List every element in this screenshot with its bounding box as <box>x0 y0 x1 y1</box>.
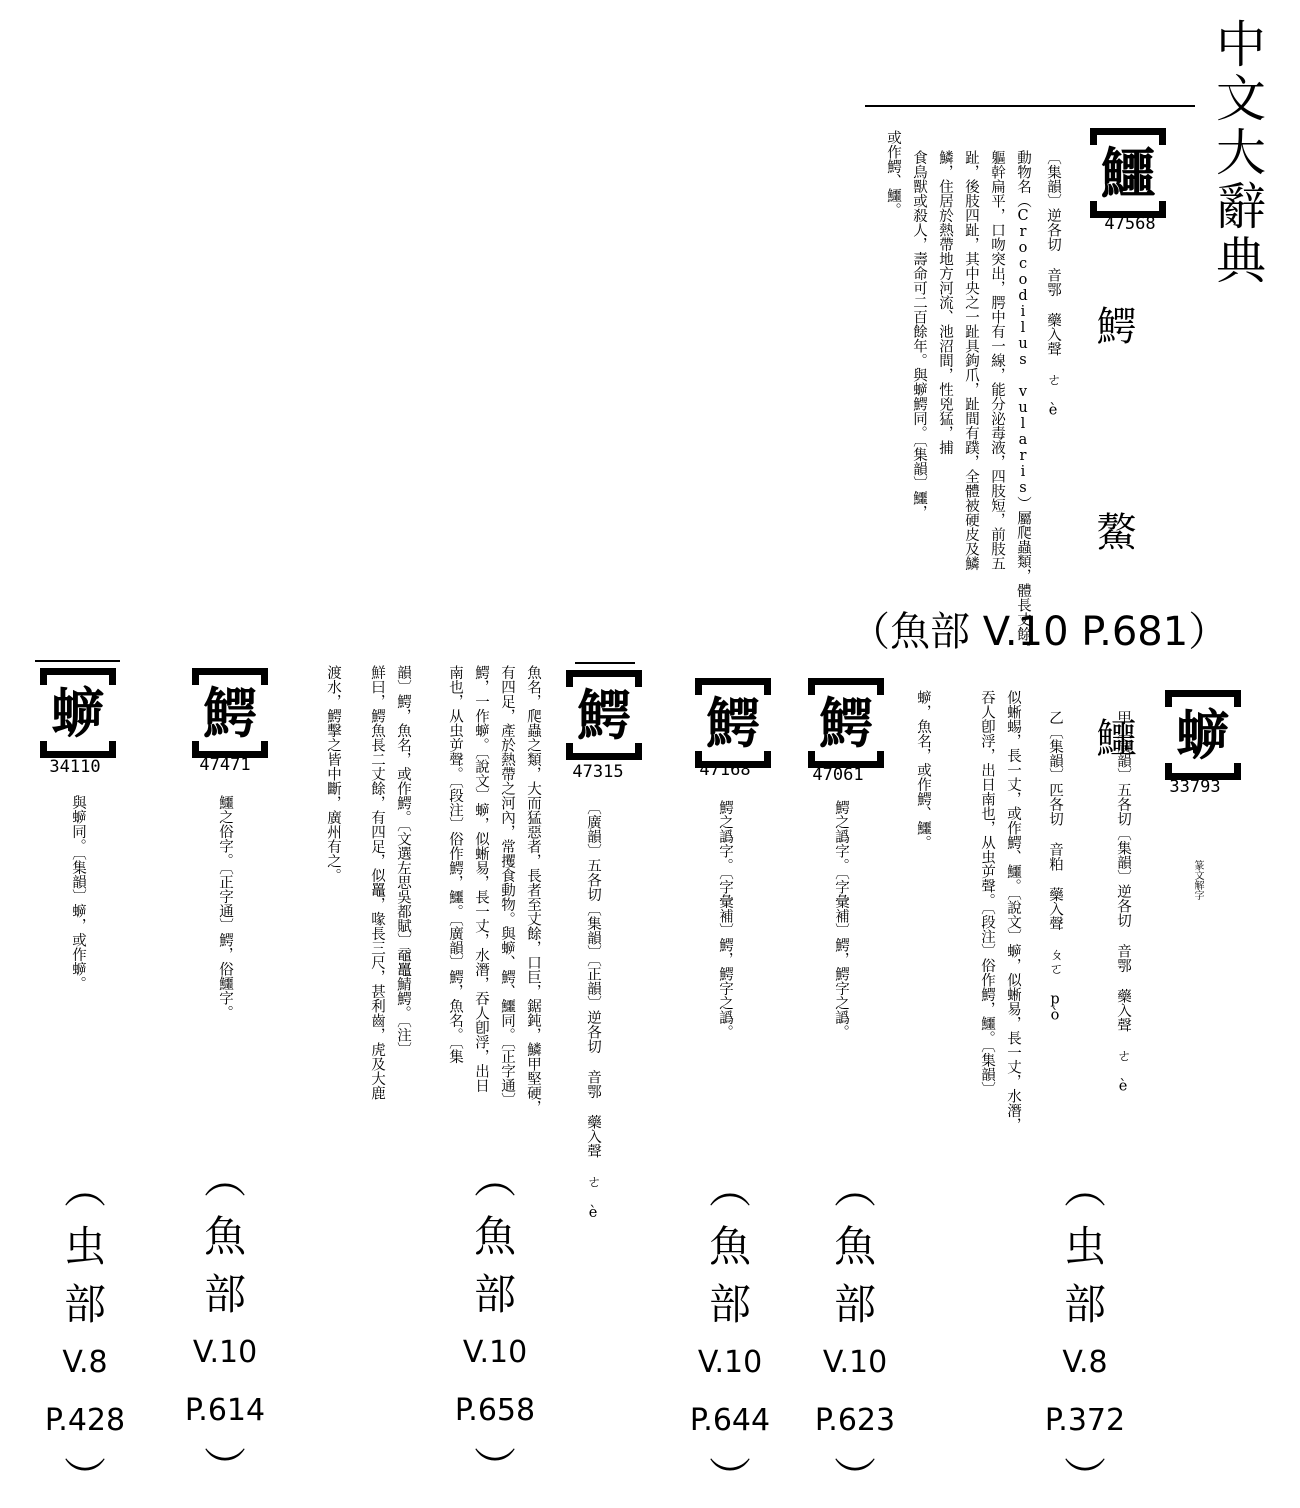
entry-number: 47168 <box>699 760 751 780</box>
entry-line: 鰐之譌字。〔字彙補〕鰐，鰐字之譌。 <box>833 800 849 1040</box>
note-radical: 魚 <box>203 1212 246 1261</box>
entry-line: 甲〔廣韻〕五各切〔集韻〕逆各切 音鄂 藥入聲 ㄜ è <box>1115 710 1131 1095</box>
note-part: 部 <box>63 1280 106 1329</box>
note-part: 部 <box>473 1270 516 1319</box>
entry-line: 動物名（Crocodilus vularis）屬爬蟲類，體長丈餘。 <box>1015 150 1031 656</box>
entry-number: 47061 <box>812 765 864 785</box>
note-paren-open: ︵ <box>63 1164 106 1213</box>
entry-line: 〔集韻〕逆各切 音鄂 藥入聲 ㄜ è <box>1045 150 1061 419</box>
note-paren-close: ︶ <box>63 1454 106 1503</box>
note-paren-open: ︵ <box>708 1164 751 1213</box>
entry-character: 鰐 <box>577 683 631 747</box>
entry-line: 魚名，爬蟲之類，大而猛惡者，長者至丈餘，口巨，鋸鈍，鱗甲堅硬， <box>525 665 541 1115</box>
note-page: P.644 <box>689 1403 771 1438</box>
handwritten-note <box>680 1160 780 1508</box>
entry-line: 韻〕鰐，魚名，或作鰐。〔文選左思吳都賦〕黿鼉鯖鰐。〔注〕 <box>395 665 411 1057</box>
entry-line: 〔廣韻〕五各切〔集韻〕〔正韻〕逆各切 音鄂 藥入聲 ㄜ è <box>585 800 601 1221</box>
entry-line: 軀幹扁平，口吻突出，腭中有一線，能分泌毒液，四肢短，前肢五 <box>989 150 1005 571</box>
entry-line: 南也，从虫屰聲。〔段注〕俗作鰐，鱷。〔廣韻〕鰐，魚名。〔集 <box>447 665 463 1064</box>
note-radical: 魚 <box>473 1212 516 1261</box>
note-volume: V.10 <box>697 1345 763 1380</box>
entry-line: 鱷之俗字。〔正字通〕鰐，俗鱷字。 <box>217 795 233 1020</box>
top-rule <box>865 105 1195 107</box>
entry-number: 47471 <box>199 755 251 775</box>
rule <box>575 662 635 664</box>
note-paren-close: ︶ <box>473 1444 516 1493</box>
entry-line: 乙〔集韻〕匹各切 音粕 藥入聲 ㄆㄛ pò <box>1047 710 1063 1024</box>
seal-script-label: 篆文解字 <box>1192 860 1203 900</box>
entry-line: 與蝷同。〔集韻〕蝷，或作蝷。 <box>70 795 86 991</box>
entry-number: 47315 <box>572 762 624 782</box>
note-radical: 虫 <box>1063 1222 1106 1271</box>
entry-line: 鮮曰，鰐魚長二丈餘，有四足，似鼉，喙長三尺，甚利齒，虎及大鹿 <box>369 665 385 1100</box>
note-paren-close: ︶ <box>203 1444 246 1493</box>
entry-line: 鰐，一作蝷。〔說文〕蝷，似蜥易，長一丈，水潛，吞人卽浮，出日 <box>473 665 489 1093</box>
page-title: 中文大辭典 <box>1208 18 1266 288</box>
entry-line: 或作鰐、鱷。 <box>885 130 901 217</box>
note-part: 部 <box>203 1270 246 1319</box>
note-page: P.614 <box>184 1393 266 1428</box>
entry-line: 蝷，魚名，或作鰐、鱷。 <box>915 690 931 850</box>
entry-character: 鰐 <box>706 691 760 755</box>
note-radical: 魚 <box>833 1222 876 1271</box>
note-page: P.623 <box>814 1403 896 1438</box>
note-volume: V.10 <box>462 1335 528 1370</box>
entry-line: 似蜥蜴，長一丈，或作鰐、鱷。〔說文〕蝷，似蜥易，長一丈，水潛， <box>1005 690 1021 1133</box>
handwritten-reference: （魚部 V.10 P.681） <box>850 609 1229 655</box>
rule <box>35 660 120 662</box>
handwritten-note <box>1040 1160 1130 1508</box>
handwritten-note <box>805 1160 905 1508</box>
handwritten-note <box>175 1150 275 1498</box>
note-part: 部 <box>708 1280 751 1329</box>
entry-line: 趾，後肢四趾，其中央之一趾具鉤爪，趾間有蹼，全體被硬皮及鱗 <box>963 150 979 571</box>
note-volume: V.8 <box>1062 1345 1108 1380</box>
note-page: P.372 <box>1044 1403 1126 1438</box>
entry-number: 47568 <box>1104 214 1156 234</box>
note-paren-close: ︶ <box>833 1454 876 1503</box>
note-volume: V.8 <box>62 1345 108 1380</box>
note-volume: V.10 <box>822 1345 888 1380</box>
entry-number: 33793 <box>1169 777 1221 797</box>
entry-variants: 鰐 鰲 鱷 <box>1090 305 1136 817</box>
entry-line: 鱗，住居於熱帶地方河流、池沼間，性兇猛，捕 <box>937 150 953 455</box>
note-paren-open: ︵ <box>1063 1164 1106 1213</box>
entry-head-47061 <box>808 678 884 768</box>
entry-head-47168 <box>695 678 771 768</box>
note-radical: 虫 <box>63 1222 106 1271</box>
entry-head-47471 <box>192 668 268 758</box>
note-page: P.428 <box>44 1403 126 1438</box>
entry-character: 鱷 <box>1101 141 1155 205</box>
note-part: 部 <box>833 1280 876 1329</box>
note-paren-open: ︵ <box>833 1164 876 1213</box>
handwritten-note <box>35 1160 135 1508</box>
entry-character: 鰐 <box>819 691 873 755</box>
entry-line: 渡水，鰐擊之皆中斷，廣州有之。 <box>325 665 341 883</box>
entry-head-47568 <box>1090 128 1166 218</box>
handwritten-note <box>445 1150 545 1498</box>
note-part: 部 <box>1063 1280 1106 1329</box>
entry-character: 蝷 <box>51 681 105 745</box>
entry-number: 34110 <box>49 757 101 777</box>
entry-character: 蝷 <box>1176 703 1230 767</box>
note-page: P.658 <box>454 1393 536 1428</box>
note-volume: V.10 <box>192 1335 258 1370</box>
note-radical: 魚 <box>708 1222 751 1271</box>
note-paren-close: ︶ <box>708 1454 751 1503</box>
entry-line: 吞人卽浮，出日南也，从虫屰聲。〔段注〕俗作鰐，鱷。〔集韻〕 <box>979 690 995 1096</box>
note-paren-open: ︵ <box>203 1154 246 1203</box>
entry-head-47315 <box>566 670 642 760</box>
note-paren-open: ︵ <box>473 1154 516 1203</box>
entry-line: 食鳥獸或殺人，壽命可二百餘年。與蝷鰐同。〔集韻〕鱷， <box>911 150 927 520</box>
entry-line: 有四足，產於熱帶之河內，常攫食動物。與蝷、鰐、鱷同。〔正字通〕 <box>499 665 515 1108</box>
entry-character: 鰐 <box>203 681 257 745</box>
entry-head-33793 <box>1165 690 1241 780</box>
note-paren-close: ︶ <box>1063 1454 1106 1503</box>
entry-line: 鰐之譌字。〔字彙補〕鰐，鰐字之譌。 <box>717 800 733 1040</box>
entry-head-34110 <box>40 668 116 758</box>
